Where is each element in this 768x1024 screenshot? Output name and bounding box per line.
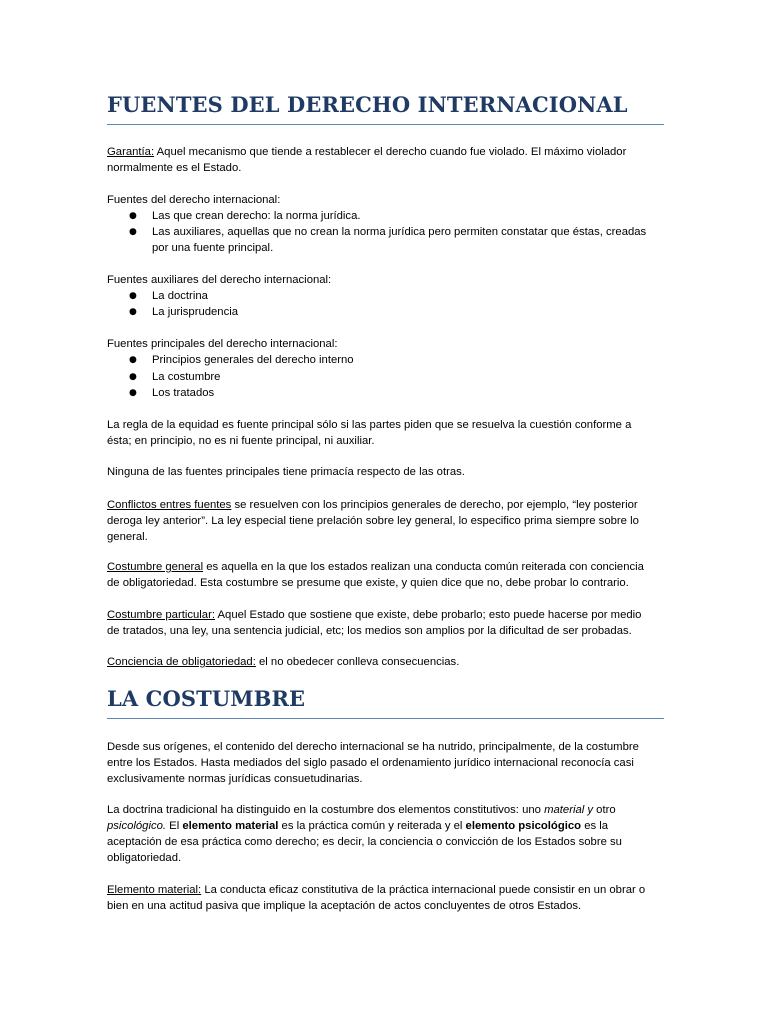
p2-italic-psicologico: psicológico.: [107, 820, 167, 832]
equidad-line2: ésta; en principio, no es ni fuente principal, ni auxiliar.: [107, 435, 375, 447]
list-item: Los tratados: [152, 387, 215, 399]
paragraph-costumbre-general: [107, 559, 644, 575]
bullet: ●: [129, 388, 137, 398]
auxiliares-title: Fuentes auxiliares del derecho internacional:: [107, 274, 332, 286]
term-garantia: Garantía:: [107, 146, 155, 158]
conflictos-line2: deroga ley anterior”. La ley especial tiene prelación sobre ley general, lo especifico prima siempre sobre lo: [107, 515, 639, 527]
list-item-continuation: por una fuente principal.: [152, 242, 274, 254]
list-item: Principios generales del derecho interno: [152, 354, 354, 366]
p2-italic-material: material y: [544, 804, 594, 816]
p2-bold-elemento-psicologico: elemento psicológico: [465, 820, 582, 832]
list-item: La doctrina: [152, 290, 208, 302]
p1-line3: exclusivamente normas jurídicas consuetudinarias.: [107, 773, 363, 785]
list-item: Las que crean derecho: la norma jurídica.: [152, 210, 361, 222]
p2-line2: [107, 818, 608, 834]
bullet: ●: [129, 372, 137, 382]
costumbre-general-line1: es aquella en la que los estados realizan una conducta común reiterada con conciencia: [203, 561, 644, 573]
list-item: Las auxiliares, aquellas que no crean la norma jurídica pero permiten constatar que éstas, creadas: [152, 226, 647, 238]
heading-rule: [107, 124, 664, 125]
bullet: ●: [129, 227, 137, 237]
garantia-text-line1: Aquel mecanismo que tiende a restablecer el derecho cuando fue violado. El máximo violador: [154, 146, 627, 158]
bullet: ●: [129, 291, 137, 301]
p3-line1: [107, 882, 645, 898]
conflictos-line3: general.: [107, 531, 148, 543]
p3-line2: bien en una actitud pasiva que implique la aceptación de actos concluyentes de otros Estados.: [107, 900, 582, 912]
term-costumbre-general: Costumbre general: [107, 561, 204, 573]
term-costumbre-particular: Costumbre particular:: [107, 609, 215, 621]
p2-line4: obligatoriedad.: [107, 852, 182, 864]
bullet: ●: [129, 307, 137, 317]
p1-line2: entre los Estados. Hasta mediados del siglo pasado el ordenamiento jurídico internacional reconocía casi: [107, 757, 634, 769]
paragraph-conciencia: [107, 654, 459, 670]
conciencia-rest: el no obedecer conlleva consecuencias.: [255, 656, 460, 668]
p1-line1: Desde sus orígenes, el contenido del derecho internacional se ha nutrido, principalmente, de la costumbre: [107, 741, 639, 753]
p2-line3: aceptación de esa práctica como derecho; es decir, la conciencia o convicción de los Estados sobre su: [107, 836, 622, 848]
paragraph-ninguna: Ninguna de las fuentes principales tiene primacía respecto de las otras.: [107, 466, 465, 478]
principales-title: Fuentes principales del derecho internacional:: [107, 338, 338, 350]
list-item: La costumbre: [152, 371, 221, 383]
p2-text: La doctrina tradicional ha distinguido en la costumbre dos elementos constitutivos: uno: [107, 804, 545, 816]
p2-text: es la práctica común y reiterada y el: [278, 820, 466, 832]
costumbre-particular-line2: de tratados, una ley, una sentencia judicial, etc; los medios son amplios por la dificultad de ser probadas.: [107, 625, 632, 637]
bullet: ●: [129, 355, 137, 365]
costumbre-particular-line1: Aquel Estado que sostiene que existe, debe probarlo; esto puede hacerse por medio: [215, 609, 642, 621]
p2-text: El: [166, 820, 183, 832]
paragraph-garantia: [107, 144, 626, 160]
equidad-line1: La regla de la equidad es fuente principal sólo si las partes piden que se resuelva la cuestión conforme a: [107, 419, 632, 431]
paragraph-costumbre-particular: [107, 607, 641, 623]
term-conflictos: Conflictos entres fuentes: [107, 499, 232, 511]
term-conciencia: Conciencia de obligatoriedad:: [107, 656, 256, 668]
section-heading-costumbre: LA COSTUMBRE: [107, 686, 306, 711]
term-elemento-material: Elemento material:: [107, 884, 202, 896]
p3-text: La conducta eficaz constitutiva de la práctica internacional puede consistir en un obrar o: [201, 884, 646, 896]
conflictos-line1: se resuelven con los principios generales de derecho, por ejemplo, “ley posterior: [231, 499, 638, 511]
p2-line1: [107, 802, 616, 818]
section-heading-fuentes: FUENTES DEL DERECHO INTERNACIONAL: [107, 92, 628, 117]
list-item: La jurisprudencia: [152, 306, 239, 318]
p2-bold-elemento-material: elemento material: [182, 820, 279, 832]
p2-text: es la: [581, 820, 609, 832]
fuentes-title: Fuentes del derecho internacional:: [107, 194, 281, 206]
heading-rule: [107, 718, 664, 719]
costumbre-general-line2: de obligatoriedad. Esta costumbre se presume que existe, y quien dice que no, debe probar lo contrario.: [107, 577, 629, 589]
p2-text: otro: [593, 804, 616, 816]
garantia-text-line2: normalmente es el Estado.: [107, 162, 242, 174]
bullet: ●: [129, 211, 137, 221]
paragraph-conflictos: [107, 497, 638, 513]
